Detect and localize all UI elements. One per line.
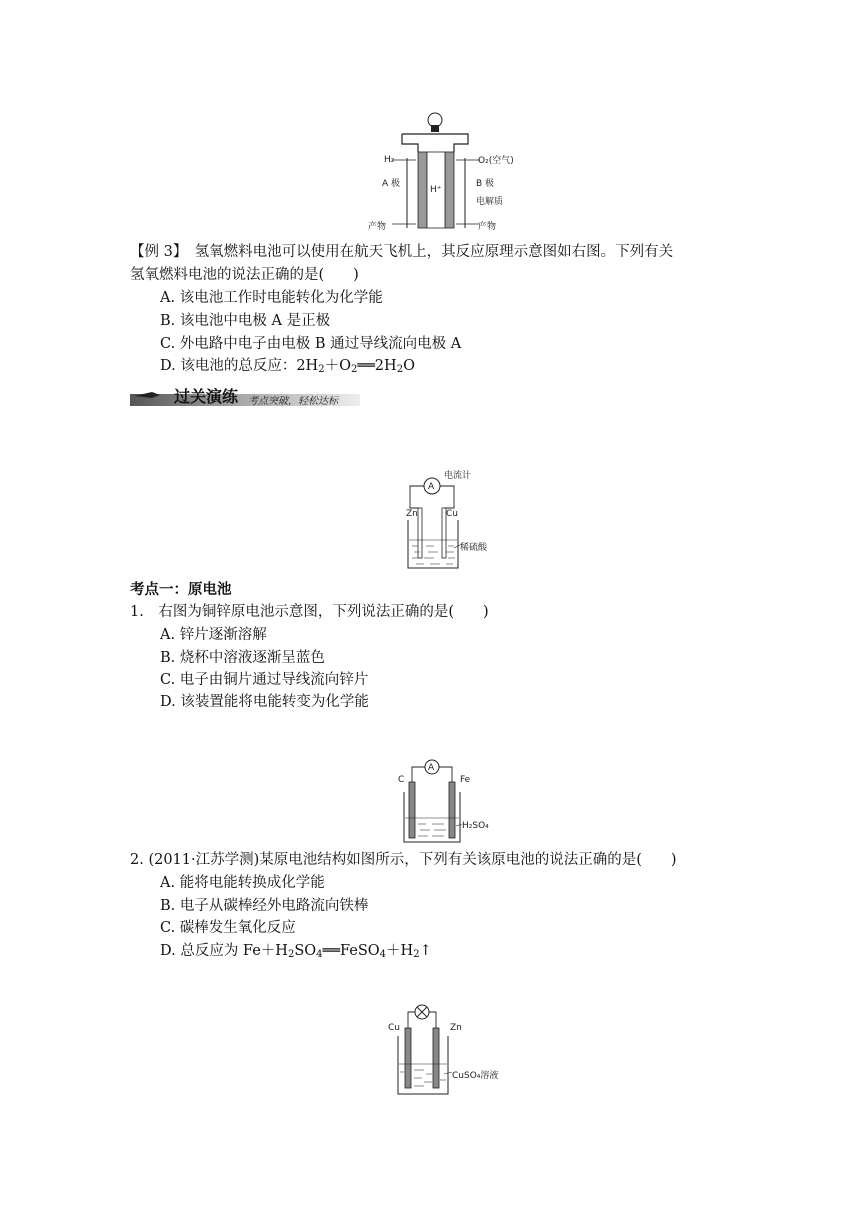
fig3-c: C bbox=[398, 775, 405, 785]
banner-subtitle: 考点突破，轻松达标 bbox=[248, 396, 338, 407]
example3-option-b: B. 该电池中电极 A 是正极 bbox=[160, 313, 331, 329]
q2-option-b: B. 电子从碳棒经外电路流向铁棒 bbox=[160, 898, 369, 914]
figure-zn-cu-cell bbox=[398, 464, 508, 576]
banner-title: 过关演练 bbox=[174, 387, 239, 406]
figure-cu-zn-cuso4-cell bbox=[382, 1002, 512, 1102]
example3-option-a: A. 该电池工作时电能转化为化学能 bbox=[160, 290, 383, 306]
q1-option-b: B. 烧杯中溶液逐渐呈蓝色 bbox=[160, 650, 325, 666]
figure-fuel-cell bbox=[362, 108, 542, 232]
fig3-solution: H₂SO₄ bbox=[462, 821, 489, 831]
example3-option-d: D. 该电池的总反应：$2H_2+O_2══2H_2O$ bbox=[160, 358, 415, 375]
q1-option-d: D. 该装置能将电能转变为化学能 bbox=[160, 694, 369, 710]
q1-option-a: A. 锌片逐渐溶解 bbox=[160, 627, 267, 643]
fig2-zn: Zn bbox=[406, 509, 418, 519]
fig1-product-right: 产物 bbox=[478, 222, 497, 232]
q1-option-c: C. 电子由铜片通过导线流向锌片 bbox=[160, 672, 369, 688]
fig3-meter: A bbox=[428, 763, 435, 773]
fig2-meter-label: 电流计 bbox=[444, 471, 472, 481]
fig4-solution: CuSO₄溶液 bbox=[452, 1071, 499, 1081]
example3-tag: 【例 3】 bbox=[130, 244, 181, 260]
fig1-a-label: A 极 bbox=[382, 179, 401, 189]
fig4-zn: Zn bbox=[450, 1023, 462, 1033]
q2-option-a: A. 能将电能转换成化学能 bbox=[160, 875, 325, 891]
fig1-h2-label: H₂ bbox=[384, 155, 395, 165]
section1-title: 考点一：原电池 bbox=[130, 582, 232, 598]
example3-option-c: C. 外电路中电子由电极 B 通过导线流向电极 A bbox=[160, 336, 462, 352]
fig1-o2-label: O₂(空气) bbox=[478, 156, 514, 166]
q1-stem: 1. 右图为铜锌原电池示意图，下列说法正确的是( ) bbox=[130, 604, 489, 620]
fig1-electrolyte-label: 电解质 bbox=[476, 197, 504, 207]
example3-stem-line1: 【例 3】 氢氧燃料电池可以使用在航天飞机上，其反应原理示意图如右图。下列有关 bbox=[130, 244, 674, 260]
q2-option-c: C. 碳棒发生氧化反应 bbox=[160, 920, 296, 936]
q2-stem: 2. (2011·江苏学测)某原电池结构如图所示，下列有关该原电池的说法正确的是( ) bbox=[130, 852, 677, 868]
fig2-solution: 稀硫酸 bbox=[460, 543, 488, 553]
fig1-b-label: B 极 bbox=[476, 179, 495, 189]
fig4-cu: Cu bbox=[388, 1023, 400, 1033]
fig2-meter: A bbox=[428, 482, 435, 492]
fig3-fe: Fe bbox=[460, 775, 471, 785]
fig2-cu: Cu bbox=[446, 509, 458, 519]
fig1-product-left: 产物 bbox=[368, 222, 387, 232]
fig1-hplus-label: H⁺ bbox=[430, 185, 442, 195]
figure-c-fe-cell bbox=[394, 756, 498, 846]
example3-stem-line2: 氢氧燃料电池的说法正确的是( ) bbox=[130, 267, 359, 283]
q2-option-d: D. 总反应为 $Fe+H_2SO_4══FeSO_4+H_2↑$ bbox=[160, 943, 432, 960]
section-banner bbox=[130, 386, 360, 408]
